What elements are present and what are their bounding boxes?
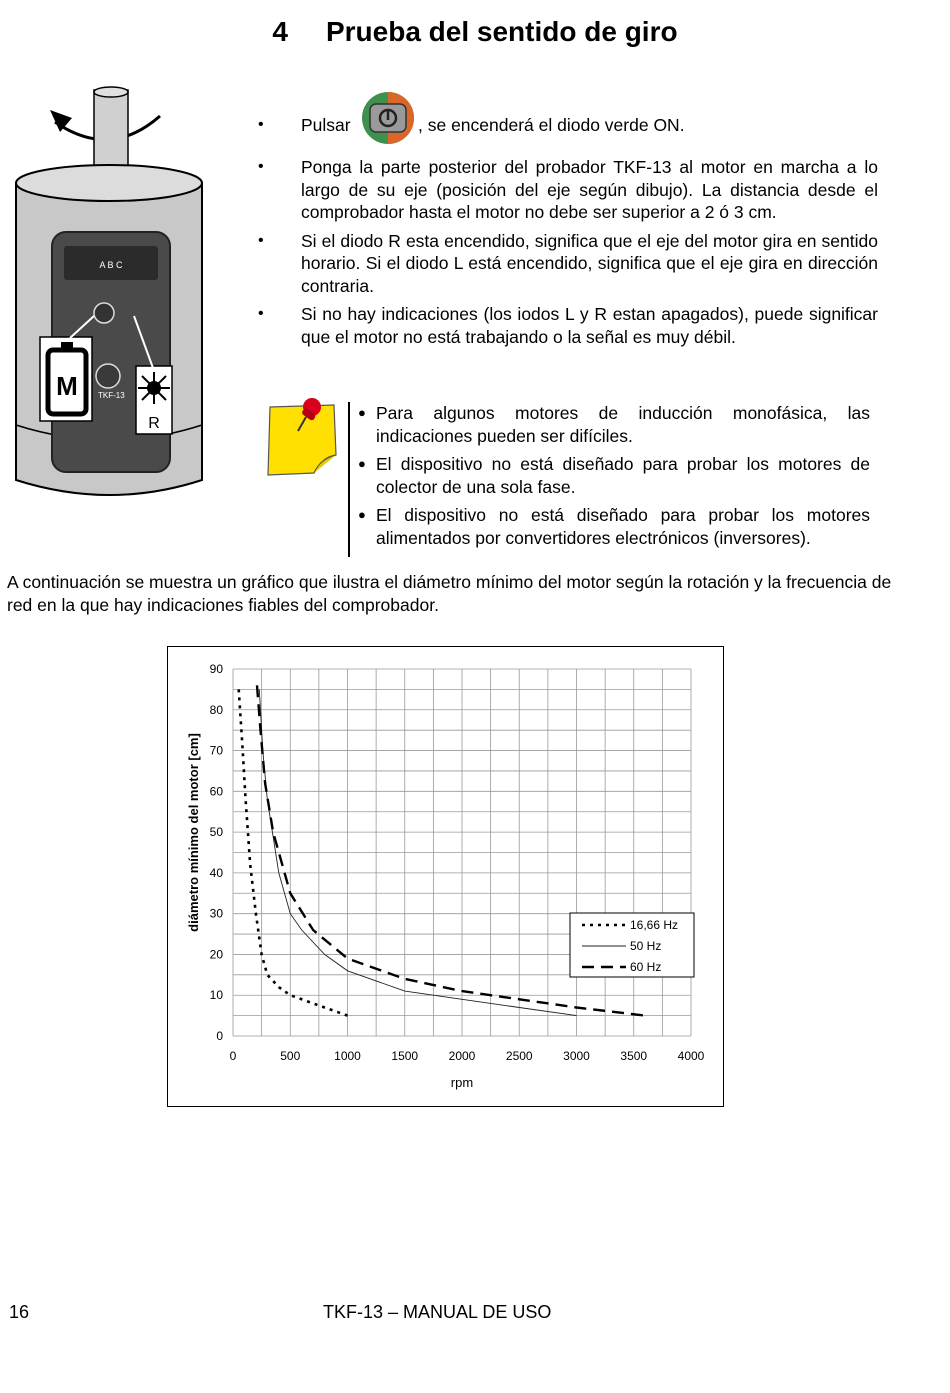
section-number: 4 (272, 16, 288, 47)
instruction-text: Pulsar (301, 115, 351, 135)
instruction-text: , se encenderá el diodo verde ON. (418, 115, 685, 135)
chart-frame (167, 646, 724, 1107)
note-item: ● El dispositivo no está diseñado para probar los motores alimentados por convertidores electrónicos (inversores). (352, 504, 870, 549)
y-tick-label: 50 (209, 825, 223, 840)
r-diode-letter: R (148, 415, 160, 432)
x-tick-label: 2000 (448, 1049, 476, 1063)
x-axis-label: rpm (450, 1075, 474, 1090)
section-heading (0, 16, 950, 48)
footer-title: TKF-13 – MANUAL DE USO (323, 1302, 552, 1322)
y-tick-label: 40 (209, 865, 223, 880)
motor-tester-illustration (10, 80, 210, 500)
instruction-list (258, 114, 878, 354)
section-title: Prueba del sentido de giro (325, 16, 678, 47)
instruction-item: • Si no hay indicaciones (los iodos L y R estan apagados), puede significar que el motor no está trabajando o la señal es muy débil. (258, 303, 878, 348)
y-tick-label: 20 (209, 947, 223, 962)
note-item: ● Para algunos motores de inducción monofásica, las indicaciones pueden ser difíciles. (352, 402, 870, 447)
instruction-item: • Si el diodo R esta encendido, significa que el eje del motor gira en sentido horario. Si el diodo L está encendido, significa que el eje gira en dirección contraria. (258, 230, 878, 298)
y-tick-label: 30 (209, 906, 223, 921)
page-number: 16 (9, 1302, 30, 1322)
legend-label: 50 Hz (630, 939, 662, 953)
x-tick-label: 0 (229, 1049, 237, 1063)
chart-intro-text: A continuación se muestra un gráfico que ilustra el diámetro mínimo del motor según la rotación y la frecuencia de red en la que hay indicaciones fiables del comprobador. (7, 572, 892, 615)
y-tick-label: 80 (209, 702, 223, 717)
motor-letter: M (56, 371, 78, 401)
y-axis-label: diámetro mínimo del motor [cm] (186, 733, 201, 932)
x-tick-label: 500 (280, 1049, 301, 1063)
note-item: ● El dispositivo no está diseñado para probar los motores de colector de una sola fase. (352, 453, 870, 498)
instruction-item: • Ponga la parte posterior del probador TKF-13 al motor en marcha a lo largo de su eje (posición del eje según dibujo). La distancia desde el comprobador hasta el motor no debe ser superior a 2 ó 3 cm. (258, 156, 878, 224)
y-tick-label: 90 (209, 662, 223, 676)
tester-model-label: TKF-13 (98, 391, 125, 400)
x-tick-label: 4000 (677, 1049, 705, 1063)
x-tick-label: 3500 (620, 1049, 648, 1063)
x-tick-label: 3000 (563, 1049, 590, 1063)
x-tick-label: 1500 (391, 1049, 419, 1063)
y-tick-label: 70 (209, 743, 223, 758)
x-tick-label: 1000 (334, 1049, 361, 1063)
power-button-icon (360, 90, 416, 146)
y-tick-label: 60 (209, 784, 223, 799)
notes-list (348, 402, 870, 557)
x-tick-label: 2500 (505, 1049, 533, 1063)
legend-label: 60 Hz (630, 960, 662, 974)
diameter-rpm-chart (168, 647, 723, 1106)
svg-text:A B C: A B C (99, 260, 123, 270)
y-tick-label: 0 (216, 1029, 223, 1043)
legend-label: 16,66 Hz (630, 918, 679, 932)
pushpin-note-icon (262, 395, 342, 477)
y-tick-label: 10 (209, 988, 223, 1003)
instruction-item (258, 114, 878, 150)
